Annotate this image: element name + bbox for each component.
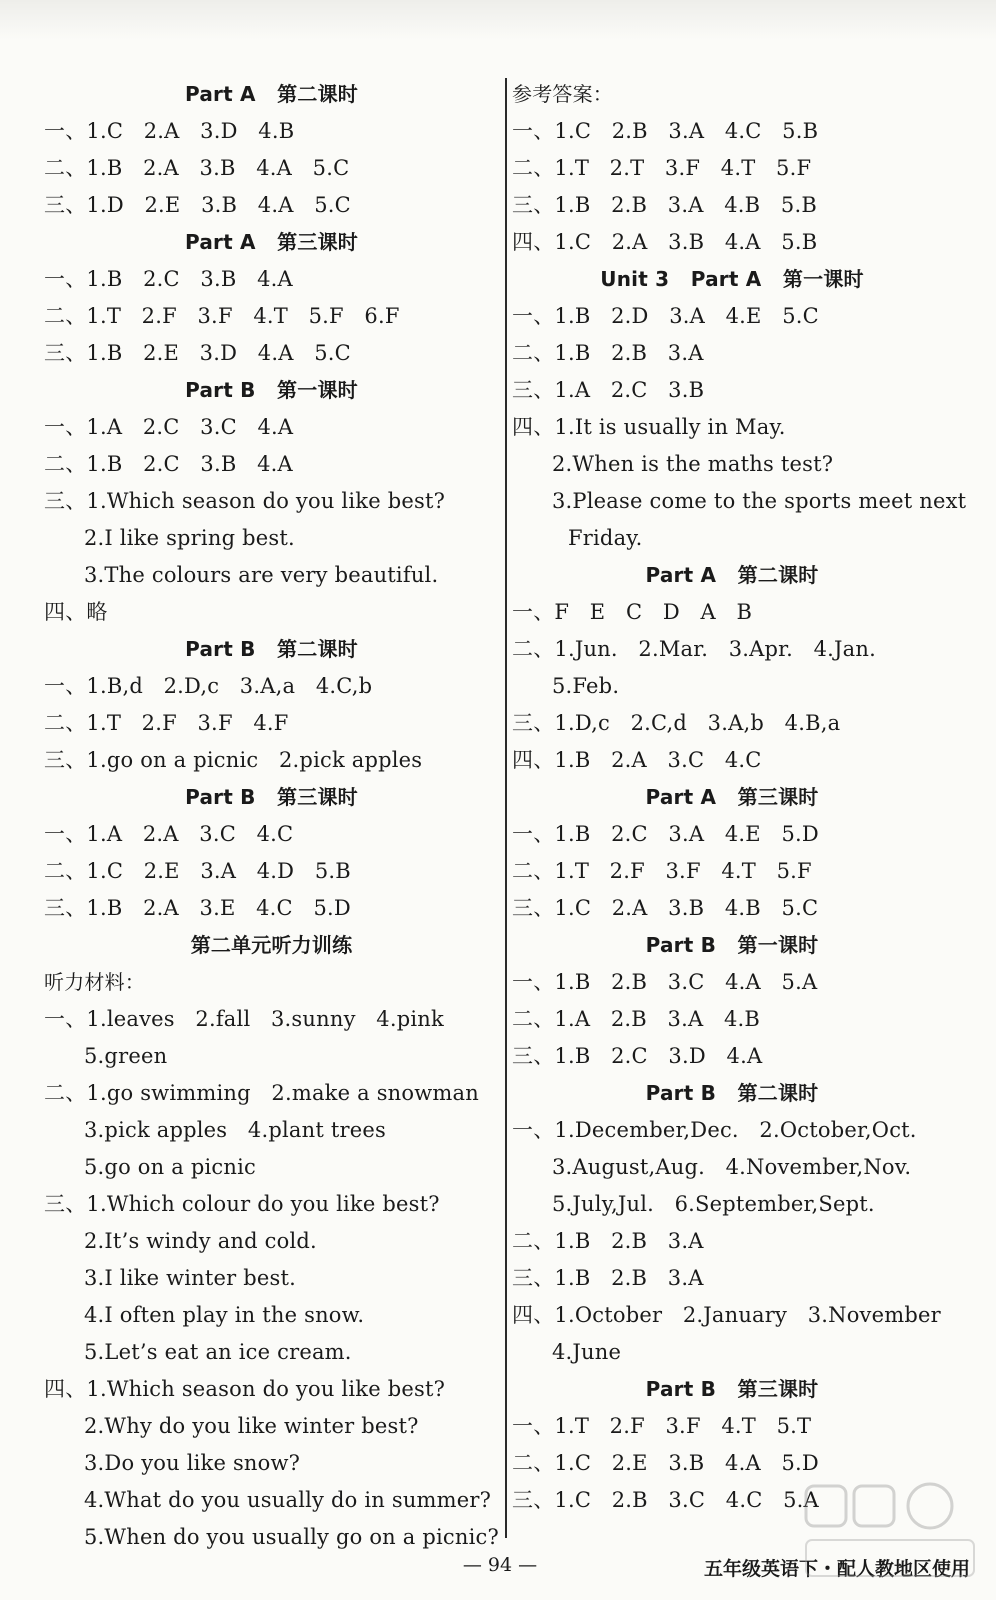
- left-answer-line: 3.I like winter best.: [84, 1266, 297, 1290]
- right-answer-line: 四、1.B 2.A 3.C 4.C: [512, 748, 762, 772]
- right-answer-line: 三、1.B 2.B 3.A: [512, 1266, 704, 1290]
- left-answer-line: 四、略: [44, 600, 108, 624]
- left-answer-line: 四、1.Which season do you like best?: [44, 1377, 446, 1401]
- right-answer-line: 2.When is the maths test?: [552, 452, 834, 476]
- right-answer-line: 5.Feb.: [552, 674, 620, 698]
- left-answer-line: 一、1.C 2.A 3.D 4.B: [44, 119, 295, 143]
- right-answer-line: 一、1.December,Dec. 2.October,Oct.: [512, 1118, 917, 1142]
- right-answer-line: 四、1.It is usually in May.: [512, 415, 786, 439]
- right-answer-line: 二、1.B 2.B 3.A: [512, 341, 704, 365]
- right-answer-line: 一、1.B 2.C 3.A 4.E 5.D: [512, 822, 819, 846]
- left-section-heading: Part B 第一课时: [185, 378, 358, 402]
- left-answer-line: 三、1.go on a picnic 2.pick apples: [44, 748, 423, 772]
- right-answer-line: 二、1.Jun. 2.Mar. 3.Apr. 4.Jan.: [512, 637, 876, 661]
- left-answer-line: 一、1.A 2.C 3.C 4.A: [44, 415, 294, 439]
- right-answer-line: 3.Please come to the sports meet next: [552, 489, 967, 513]
- page-number: — 94 —: [462, 1554, 538, 1576]
- left-answer-line: 一、1.B,d 2.D,c 3.A,a 4.C,b: [44, 674, 373, 698]
- right-answer-line: 三、1.A 2.C 3.B: [512, 378, 705, 402]
- right-answer-line: 三、1.C 2.A 3.B 4.B 5.C: [512, 896, 819, 920]
- right-answer-line: 三、1.D,c 2.C,d 3.A,b 4.B,a: [512, 711, 841, 735]
- left-section-label: 听力材料：: [44, 970, 145, 994]
- right-answer-line: 四、1.C 2.A 3.B 4.A 5.B: [512, 230, 818, 254]
- right-answer-line: 三、1.C 2.B 3.C 4.C 5.A: [512, 1488, 819, 1512]
- left-answer-line: 一、1.B 2.C 3.B 4.A: [44, 267, 293, 291]
- left-answer-column: [44, 76, 499, 1556]
- right-answer-line: 4.June: [552, 1340, 622, 1364]
- right-section-heading: Part B 第二课时: [645, 1081, 819, 1105]
- right-answer-line: 5.July,Jul. 6.September,Sept.: [552, 1192, 875, 1216]
- right-answer-line: 一、1.C 2.B 3.A 4.C 5.B: [512, 119, 819, 143]
- left-answer-line: 三、1.Which colour do you like best?: [44, 1192, 440, 1216]
- right-section-heading: Part B 第三课时: [645, 1377, 819, 1401]
- left-answer-line: 三、1.B 2.E 3.D 4.A 5.C: [44, 341, 351, 365]
- left-section-heading: Part A 第三课时: [185, 230, 358, 254]
- left-section-heading: Part B 第二课时: [185, 637, 358, 661]
- left-answer-line: 二、1.B 2.A 3.B 4.A 5.C: [44, 156, 350, 180]
- right-answer-line: 二、1.A 2.B 3.A 4.B: [512, 1007, 761, 1031]
- left-answer-line: 二、1.B 2.C 3.B 4.A: [44, 452, 293, 476]
- right-section-label: 参考答案：: [512, 82, 613, 106]
- right-answer-line: 一、1.T 2.F 3.F 4.T 5.T: [512, 1414, 812, 1438]
- right-answer-line: 二、1.T 2.T 3.F 4.T 5.F: [512, 156, 812, 180]
- right-section-heading: Part A 第二课时: [645, 563, 819, 587]
- left-answer-line: 4.I often play in the snow.: [84, 1303, 365, 1327]
- left-answer-line: 4.What do you usually do in summer?: [84, 1488, 492, 1512]
- left-answer-line: 3.The colours are very beautiful.: [84, 563, 439, 587]
- right-answer-line: 一、1.B 2.B 3.C 4.A 5.A: [512, 970, 818, 994]
- left-answer-line: 二、1.T 2.F 3.F 4.T 5.F 6.F: [44, 304, 400, 328]
- right-section-heading: Part A 第三课时: [645, 785, 819, 809]
- left-answer-line: 一、1.A 2.A 3.C 4.C: [44, 822, 294, 846]
- left-answer-line: 三、1.Which season do you like best?: [44, 489, 446, 513]
- watermark-logo: [800, 1478, 980, 1588]
- left-answer-line: 2.I like spring best.: [84, 526, 295, 550]
- left-answer-line: 3.Do you like snow?: [84, 1451, 301, 1475]
- right-section-heading: Unit 3 Part A 第一课时: [600, 267, 864, 291]
- right-answer-line: 一、1.B 2.D 3.A 4.E 5.C: [512, 304, 819, 328]
- book-info: 五年级英语下・配人教地区使用: [703, 1558, 970, 1580]
- left-answer-line: 三、1.B 2.A 3.E 4.C 5.D: [44, 896, 351, 920]
- left-answer-line: 二、1.T 2.F 3.F 4.F: [44, 711, 289, 735]
- left-section-heading: 第二单元听力训练: [190, 933, 353, 957]
- column-divider: [505, 78, 507, 1538]
- left-answer-line: 5.green: [84, 1044, 168, 1068]
- left-answer-line: 二、1.go swimming 2.make a snowman: [44, 1081, 479, 1105]
- right-answer-line: Friday.: [568, 526, 643, 550]
- left-answer-line: 5.go on a picnic: [84, 1155, 256, 1179]
- left-answer-line: 2.It’s windy and cold.: [84, 1229, 317, 1253]
- right-answer-line: 二、1.B 2.B 3.A: [512, 1229, 704, 1253]
- left-answer-line: 2.Why do you like winter best?: [84, 1414, 419, 1438]
- right-answer-line: 3.August,Aug. 4.November,Nov.: [552, 1155, 912, 1179]
- left-answer-line: 一、1.leaves 2.fall 3.sunny 4.pink: [44, 1007, 444, 1031]
- right-answer-line: 二、1.T 2.F 3.F 4.T 5.F: [512, 859, 812, 883]
- right-answer-line: 四、1.October 2.January 3.November: [512, 1303, 941, 1327]
- right-answer-line: 二、1.C 2.E 3.B 4.A 5.D: [512, 1451, 819, 1475]
- left-answer-line: 二、1.C 2.E 3.A 4.D 5.B: [44, 859, 351, 883]
- left-answer-line: 3.pick apples 4.plant trees: [84, 1118, 386, 1142]
- left-answer-line: 5.Let’s eat an ice cream.: [84, 1340, 352, 1364]
- page-top-shade: [0, 0, 996, 40]
- right-answer-column: [512, 76, 967, 1519]
- left-answer-line: 三、1.D 2.E 3.B 4.A 5.C: [44, 193, 351, 217]
- left-answer-line: 5.When do you usually go on a picnic?: [84, 1525, 499, 1549]
- right-answer-line: 一、F E C D A B: [512, 600, 753, 624]
- left-section-heading: Part A 第二课时: [185, 82, 358, 106]
- right-answer-line: 三、1.B 2.C 3.D 4.A: [512, 1044, 763, 1068]
- right-answer-line: 三、1.B 2.B 3.A 4.B 5.B: [512, 193, 817, 217]
- right-section-heading: Part B 第一课时: [645, 933, 819, 957]
- left-section-heading: Part B 第三课时: [185, 785, 358, 809]
